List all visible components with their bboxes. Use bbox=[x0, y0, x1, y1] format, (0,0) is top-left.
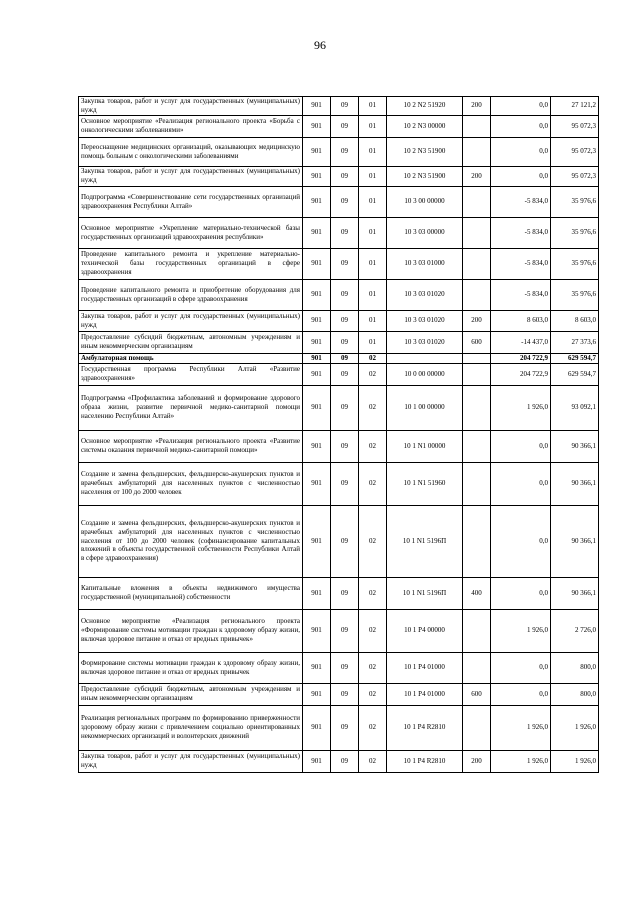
table-row bbox=[79, 652, 599, 683]
target-article-cell: 10 1 N1 00000 bbox=[387, 430, 463, 462]
section-code-cell: 09 bbox=[331, 331, 359, 353]
table-row bbox=[79, 750, 599, 772]
amount-change-cell: 1 926,0 bbox=[491, 750, 551, 772]
table-body bbox=[79, 97, 599, 773]
expense-type-cell bbox=[463, 430, 491, 462]
table-row bbox=[79, 353, 599, 363]
target-article-cell: 10 2 N2 51920 bbox=[387, 97, 463, 116]
subsection-code-cell: 01 bbox=[359, 115, 387, 137]
page-number: 96 bbox=[314, 38, 326, 52]
subsection-code-cell: 02 bbox=[359, 430, 387, 462]
row-name-cell: Закупка товаров, работ и услуг для государственных (муниципальных) нужд bbox=[79, 310, 303, 331]
subsection-code-cell: 01 bbox=[359, 310, 387, 331]
subsection-code-cell: 02 bbox=[359, 353, 387, 363]
target-article-cell: 10 1 N1 51960 bbox=[387, 462, 463, 505]
amount-total-cell: 27 373,6 bbox=[551, 331, 599, 353]
row-name-cell: Закупка товаров, работ и услуг для государственных (муниципальных) нужд bbox=[79, 97, 303, 116]
admin-code-cell: 901 bbox=[303, 353, 331, 363]
table-row bbox=[79, 705, 599, 750]
target-article-cell: 10 3 03 01020 bbox=[387, 279, 463, 310]
subsection-code-cell: 02 bbox=[359, 577, 387, 609]
expense-type-cell: 200 bbox=[463, 750, 491, 772]
amount-change-cell: -5 834,0 bbox=[491, 217, 551, 248]
admin-code-cell: 901 bbox=[303, 97, 331, 116]
target-article-cell: 10 1 P4 01000 bbox=[387, 683, 463, 705]
row-name-cell: Капитальные вложения в объекты недвижимого имущества государственной (муниципальной) собственности bbox=[79, 577, 303, 609]
expense-type-cell bbox=[463, 705, 491, 750]
admin-code-cell: 901 bbox=[303, 217, 331, 248]
admin-code-cell: 901 bbox=[303, 385, 331, 430]
target-article-cell: 10 1 P4 R2810 bbox=[387, 705, 463, 750]
subsection-code-cell: 01 bbox=[359, 279, 387, 310]
expense-type-cell bbox=[463, 217, 491, 248]
amount-total-cell: 90 366,1 bbox=[551, 430, 599, 462]
expense-type-cell bbox=[463, 609, 491, 652]
section-code-cell: 09 bbox=[331, 279, 359, 310]
admin-code-cell: 901 bbox=[303, 609, 331, 652]
amount-change-cell: 0,0 bbox=[491, 505, 551, 577]
admin-code-cell: 901 bbox=[303, 310, 331, 331]
table-row bbox=[79, 279, 599, 310]
amount-change-cell: 0,0 bbox=[491, 115, 551, 137]
expense-type-cell bbox=[463, 353, 491, 363]
amount-total-cell: 95 072,3 bbox=[551, 166, 599, 186]
row-name-cell: Основное мероприятие «Реализация регионального проекта «Формирование системы мотивации граждан к здоровому образу жизни, включая здоровое питание и отказ от вредных привычек» bbox=[79, 609, 303, 652]
target-article-cell: 10 1 00 00000 bbox=[387, 385, 463, 430]
row-name-cell: Подпрограмма «Профилактика заболеваний и формирование здорового образа жизни, развитие первичной медико-санитарной помощи населению Республики Алтай» bbox=[79, 385, 303, 430]
target-article-cell: 10 2 N3 51900 bbox=[387, 137, 463, 166]
table-row bbox=[79, 115, 599, 137]
admin-code-cell: 901 bbox=[303, 279, 331, 310]
section-code-cell: 09 bbox=[331, 652, 359, 683]
expense-type-cell: 600 bbox=[463, 683, 491, 705]
amount-change-cell: 0,0 bbox=[491, 430, 551, 462]
admin-code-cell: 901 bbox=[303, 137, 331, 166]
subsection-code-cell: 01 bbox=[359, 137, 387, 166]
subsection-code-cell: 01 bbox=[359, 186, 387, 217]
admin-code-cell: 901 bbox=[303, 705, 331, 750]
expense-type-cell: 200 bbox=[463, 97, 491, 116]
target-article-cell: 10 3 00 00000 bbox=[387, 186, 463, 217]
expense-type-cell bbox=[463, 363, 491, 385]
table-row bbox=[79, 609, 599, 652]
amount-total-cell: 93 092,1 bbox=[551, 385, 599, 430]
row-name-cell: Подпрограмма «Совершенствование сети государственных организаций здравоохранения Республики Алтай» bbox=[79, 186, 303, 217]
row-name-cell: Проведение капитального ремонта и приобретение оборудования для государственных организаций в сфере здравоохранения bbox=[79, 279, 303, 310]
amount-total-cell: 8 603,0 bbox=[551, 310, 599, 331]
target-article-cell: 10 0 00 00000 bbox=[387, 363, 463, 385]
table-row bbox=[79, 137, 599, 166]
amount-change-cell: 8 603,0 bbox=[491, 310, 551, 331]
amount-change-cell: 0,0 bbox=[491, 97, 551, 116]
admin-code-cell: 901 bbox=[303, 115, 331, 137]
section-code-cell: 09 bbox=[331, 609, 359, 652]
admin-code-cell: 901 bbox=[303, 166, 331, 186]
target-article-cell: 10 1 P4 R2810 bbox=[387, 750, 463, 772]
section-code-cell: 09 bbox=[331, 385, 359, 430]
expense-type-cell bbox=[463, 186, 491, 217]
expense-type-cell bbox=[463, 652, 491, 683]
row-name-cell: Реализация региональных программ по формированию приверженности здоровому образу жизни с привлечением социально ориентированных некоммерческих организаций и волонтерских движений bbox=[79, 705, 303, 750]
target-article-cell: 10 1 P4 00000 bbox=[387, 609, 463, 652]
section-code-cell: 09 bbox=[331, 505, 359, 577]
amount-change-cell: 0,0 bbox=[491, 652, 551, 683]
amount-total-cell: 1 926,0 bbox=[551, 705, 599, 750]
amount-total-cell: 27 121,2 bbox=[551, 97, 599, 116]
amount-change-cell: 0,0 bbox=[491, 166, 551, 186]
table-row bbox=[79, 166, 599, 186]
amount-change-cell: -5 834,0 bbox=[491, 186, 551, 217]
amount-total-cell: 35 976,6 bbox=[551, 217, 599, 248]
expense-type-cell: 200 bbox=[463, 166, 491, 186]
expense-type-cell bbox=[463, 385, 491, 430]
table-row bbox=[79, 505, 599, 577]
admin-code-cell: 901 bbox=[303, 577, 331, 609]
target-article-cell bbox=[387, 353, 463, 363]
subsection-code-cell: 02 bbox=[359, 683, 387, 705]
subsection-code-cell: 02 bbox=[359, 750, 387, 772]
table-row bbox=[79, 248, 599, 279]
table-row bbox=[79, 430, 599, 462]
admin-code-cell: 901 bbox=[303, 462, 331, 505]
row-name-cell: Амбулаторная помощь bbox=[79, 353, 303, 363]
table-row bbox=[79, 683, 599, 705]
row-name-cell: Проведение капитального ремонта и укрепление материально-технической базы государственных организаций в сфере здравоохранения bbox=[79, 248, 303, 279]
target-article-cell: 10 3 03 01020 bbox=[387, 331, 463, 353]
amount-change-cell: 1 926,0 bbox=[491, 385, 551, 430]
amount-total-cell: 800,0 bbox=[551, 683, 599, 705]
section-code-cell: 09 bbox=[331, 683, 359, 705]
section-code-cell: 09 bbox=[331, 363, 359, 385]
amount-change-cell: 1 926,0 bbox=[491, 705, 551, 750]
amount-total-cell: 90 366,1 bbox=[551, 577, 599, 609]
row-name-cell: Предоставление субсидий бюджетным, автономным учреждениям и иным некоммерческим организациям bbox=[79, 683, 303, 705]
row-name-cell: Формирование системы мотивации граждан к здоровому образу жизни, включая здоровое питание и отказ от вредных привычек bbox=[79, 652, 303, 683]
target-article-cell: 10 3 03 01000 bbox=[387, 248, 463, 279]
row-name-cell: Закупка товаров, работ и услуг для государственных (муниципальных) нужд bbox=[79, 750, 303, 772]
amount-total-cell: 1 926,0 bbox=[551, 750, 599, 772]
section-code-cell: 09 bbox=[331, 310, 359, 331]
section-code-cell: 09 bbox=[331, 97, 359, 116]
row-name-cell: Создание и замена фельдшерских, фельдшерско-акушерских пунктов и врачебных амбулаторий для населенных пунктов с численностью населения от 100 до 2000 человек bbox=[79, 462, 303, 505]
amount-total-cell: 90 366,1 bbox=[551, 505, 599, 577]
target-article-cell: 10 3 03 01020 bbox=[387, 310, 463, 331]
expense-type-cell bbox=[463, 505, 491, 577]
amount-change-cell: -5 834,0 bbox=[491, 279, 551, 310]
amount-change-cell: 0,0 bbox=[491, 137, 551, 166]
subsection-code-cell: 02 bbox=[359, 705, 387, 750]
section-code-cell: 09 bbox=[331, 353, 359, 363]
expense-type-cell: 400 bbox=[463, 577, 491, 609]
amount-change-cell: -14 437,0 bbox=[491, 331, 551, 353]
section-code-cell: 09 bbox=[331, 430, 359, 462]
row-name-cell: Закупка товаров, работ и услуг для государственных (муниципальных) нужд bbox=[79, 166, 303, 186]
table-row bbox=[79, 97, 599, 116]
subsection-code-cell: 02 bbox=[359, 363, 387, 385]
table-row bbox=[79, 310, 599, 331]
amount-total-cell: 629 594,7 bbox=[551, 363, 599, 385]
budget-table bbox=[78, 96, 599, 773]
amount-change-cell: -5 834,0 bbox=[491, 248, 551, 279]
subsection-code-cell: 02 bbox=[359, 652, 387, 683]
admin-code-cell: 901 bbox=[303, 430, 331, 462]
table-row bbox=[79, 385, 599, 430]
subsection-code-cell: 02 bbox=[359, 462, 387, 505]
target-article-cell: 10 1 N1 5196П bbox=[387, 505, 463, 577]
section-code-cell: 09 bbox=[331, 248, 359, 279]
subsection-code-cell: 01 bbox=[359, 166, 387, 186]
section-code-cell: 09 bbox=[331, 462, 359, 505]
amount-total-cell: 95 072,3 bbox=[551, 115, 599, 137]
subsection-code-cell: 02 bbox=[359, 609, 387, 652]
amount-total-cell: 35 976,6 bbox=[551, 279, 599, 310]
admin-code-cell: 901 bbox=[303, 331, 331, 353]
row-name-cell: Предоставление субсидий бюджетным, автономным учреждениям и иным некоммерческим организациям bbox=[79, 331, 303, 353]
subsection-code-cell: 02 bbox=[359, 385, 387, 430]
section-code-cell: 09 bbox=[331, 705, 359, 750]
subsection-code-cell: 01 bbox=[359, 248, 387, 279]
table-row bbox=[79, 331, 599, 353]
amount-total-cell: 800,0 bbox=[551, 652, 599, 683]
table-row bbox=[79, 363, 599, 385]
table-row bbox=[79, 217, 599, 248]
row-name-cell: Основное мероприятие «Реализация регионального проекта «Борьба с онкологическими заболеваниями» bbox=[79, 115, 303, 137]
amount-change-cell: 204 722,9 bbox=[491, 353, 551, 363]
expense-type-cell: 200 bbox=[463, 310, 491, 331]
admin-code-cell: 901 bbox=[303, 248, 331, 279]
admin-code-cell: 901 bbox=[303, 363, 331, 385]
expense-type-cell bbox=[463, 279, 491, 310]
subsection-code-cell: 01 bbox=[359, 97, 387, 116]
amount-change-cell: 204 722,9 bbox=[491, 363, 551, 385]
row-name-cell: Основное мероприятие «Реализация регионального проекта «Развитие системы оказания первичной медико-санитарной помощи» bbox=[79, 430, 303, 462]
admin-code-cell: 901 bbox=[303, 683, 331, 705]
expense-type-cell bbox=[463, 248, 491, 279]
expense-type-cell bbox=[463, 462, 491, 505]
section-code-cell: 09 bbox=[331, 115, 359, 137]
table-row bbox=[79, 577, 599, 609]
section-code-cell: 09 bbox=[331, 137, 359, 166]
admin-code-cell: 901 bbox=[303, 505, 331, 577]
row-name-cell: Государственная программа Республики Алтай «Развитие здравоохранения» bbox=[79, 363, 303, 385]
admin-code-cell: 901 bbox=[303, 186, 331, 217]
amount-total-cell: 629 594,7 bbox=[551, 353, 599, 363]
row-name-cell: Создание и замена фельдшерских, фельдшерско-акушерских пунктов и врачебных амбулаторий для населенных пунктов с численностью населения от 100 до 2000 человек (софинансирование капитальных вложений в объекты государственной собственности Республики Алтай в сфере здравоохранения) bbox=[79, 505, 303, 577]
subsection-code-cell: 02 bbox=[359, 505, 387, 577]
amount-change-cell: 0,0 bbox=[491, 577, 551, 609]
expense-type-cell: 600 bbox=[463, 331, 491, 353]
amount-change-cell: 1 926,0 bbox=[491, 609, 551, 652]
admin-code-cell: 901 bbox=[303, 750, 331, 772]
expense-type-cell bbox=[463, 137, 491, 166]
target-article-cell: 10 2 N3 51900 bbox=[387, 166, 463, 186]
target-article-cell: 10 1 N1 5196П bbox=[387, 577, 463, 609]
amount-total-cell: 35 976,6 bbox=[551, 248, 599, 279]
subsection-code-cell: 01 bbox=[359, 331, 387, 353]
section-code-cell: 09 bbox=[331, 166, 359, 186]
section-code-cell: 09 bbox=[331, 217, 359, 248]
row-name-cell: Основное мероприятие «Укрепление материально-технической базы государственных организаций здравоохранения республики» bbox=[79, 217, 303, 248]
amount-change-cell: 0,0 bbox=[491, 683, 551, 705]
amount-total-cell: 35 976,6 bbox=[551, 186, 599, 217]
target-article-cell: 10 3 03 00000 bbox=[387, 217, 463, 248]
section-code-cell: 09 bbox=[331, 750, 359, 772]
table-row bbox=[79, 186, 599, 217]
subsection-code-cell: 01 bbox=[359, 217, 387, 248]
amount-total-cell: 95 072,3 bbox=[551, 137, 599, 166]
row-name-cell: Переоснащение медицинских организаций, оказывающих медицинскую помощь больным с онкологическими заболеваниями bbox=[79, 137, 303, 166]
table-row bbox=[79, 462, 599, 505]
expense-type-cell bbox=[463, 115, 491, 137]
target-article-cell: 10 1 P4 01000 bbox=[387, 652, 463, 683]
target-article-cell: 10 2 N3 00000 bbox=[387, 115, 463, 137]
section-code-cell: 09 bbox=[331, 186, 359, 217]
section-code-cell: 09 bbox=[331, 577, 359, 609]
amount-total-cell: 90 366,1 bbox=[551, 462, 599, 505]
admin-code-cell: 901 bbox=[303, 652, 331, 683]
amount-change-cell: 0,0 bbox=[491, 462, 551, 505]
amount-total-cell: 2 726,0 bbox=[551, 609, 599, 652]
